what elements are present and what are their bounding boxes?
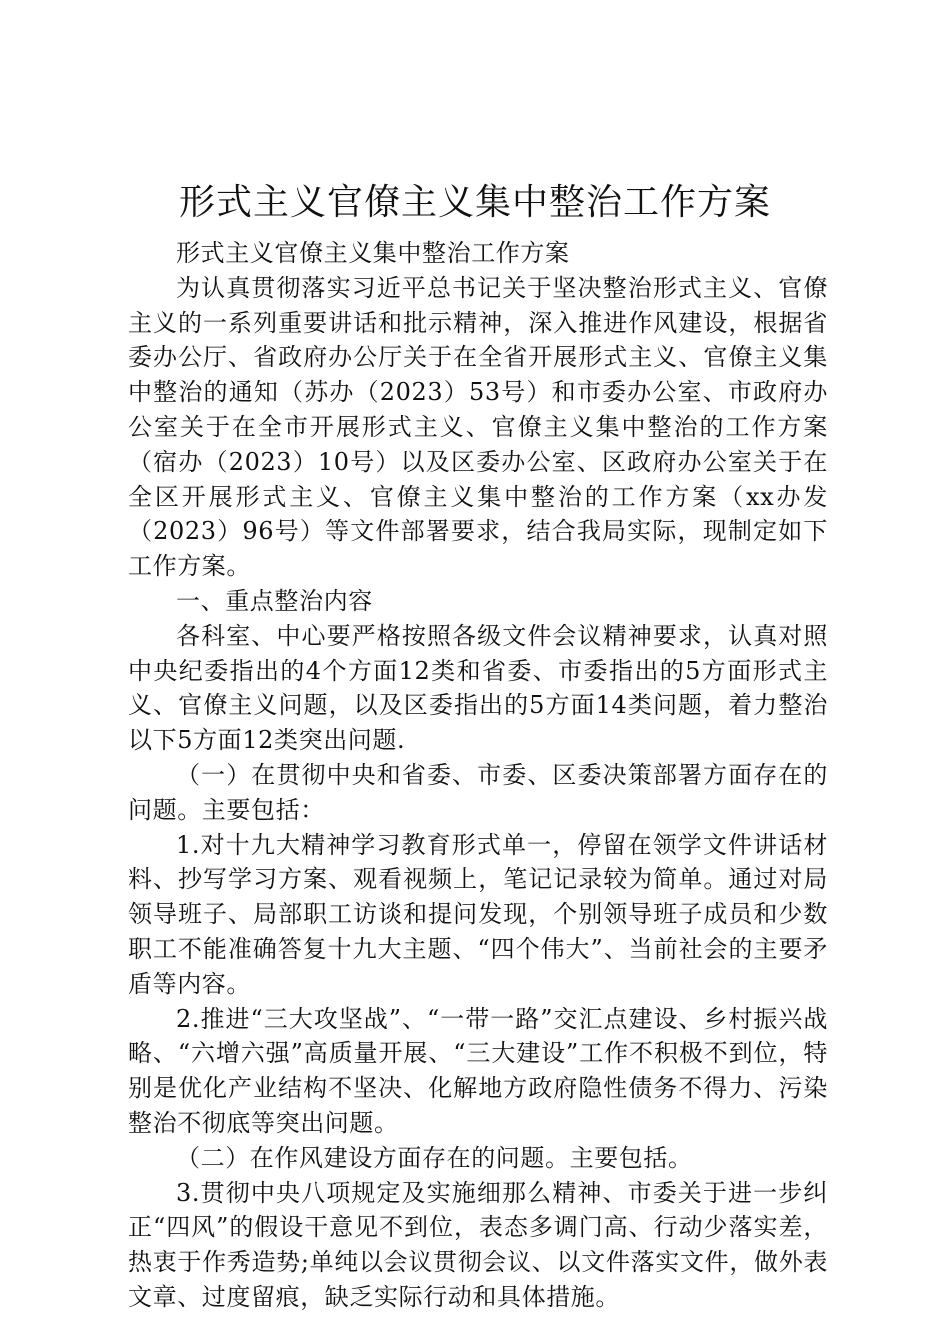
paragraph-subtitle: 形式主义官僚主义集中整治工作方案 [176,239,570,267]
list-item-3: 3.贯彻中央八项规定及实施细那么精神、市委关于进一步纠正“四风”的假设干意见不到位，表态多调门高、行动少落实差，热衷于作秀造势;单纯以会议贯彻会议、以文件落实文件，做外表文章、过度留痕，缺乏实际行动和具体措施。 [128,1178,828,1311]
section-heading: 一、重点整治内容 [176,586,373,615]
subsection-heading-2: （二）在作风建设方面存在的问题。主要包括。 [176,1143,693,1172]
subsection-heading-1: （一）在贯彻中央和省委、市委、区委决策部署方面存在的问题。主要包括： [128,760,828,824]
paragraph-intro: 为认真贯彻落实习近平总书记关于坚决整治形式主义、官僚主义的一系列重要讲话和批示精神，深入推进作风建设，根据省委办公厅、省政府办公厅关于在全省开展形式主义、官僚主义集中整治的通知（苏办（2023）53号）和市委办公室、市政府办公室关于在全市开展形式主义、官僚主义集中整治的工作方案（宿办（2023）10号）以及区委办公室、区政府办公室关于在全区开展形式主义、官僚主义集中整治的工作方案（xx办发（2023）96号）等文件部署要求，结合我局实际，现制定如下工作方案。 [128,273,828,581]
document-body [128,236,828,1315]
list-item-2: 2.推进“三大攻坚战”、“一带一路”交汇点建设、乡村振兴战略、“六增六强”高质量开展、“三大建设”工作不积极不到位，特别是优化产业结构不坚决、化解地方政府隐性债务不得力、污染整治不彻底等突出问题。 [128,1004,828,1137]
document-title: 形式主义官僚主义集中整治工作方案 [178,182,771,223]
paragraph-section-intro: 各科室、中心要严格按照各级文件会议精神要求，认真对照中央纪委指出的4个方面12类和省委、市委指出的5方面形式主义、官僚主义问题，以及区委指出的5方面14类问题，着力整治以下5方面12类突出问题. [128,621,828,755]
list-item-1: 1.对十九大精神学习教育形式单一，停留在领学文件讲话材料、抄写学习方案、观看视频上，笔记记录较为简单。通过对局领导班子、局部职工访谈和提问发现，个别领导班子成员和少数职工不能准确答复十九大主题、“四个伟大”、当前社会的主要矛盾等内容。 [128,830,828,998]
